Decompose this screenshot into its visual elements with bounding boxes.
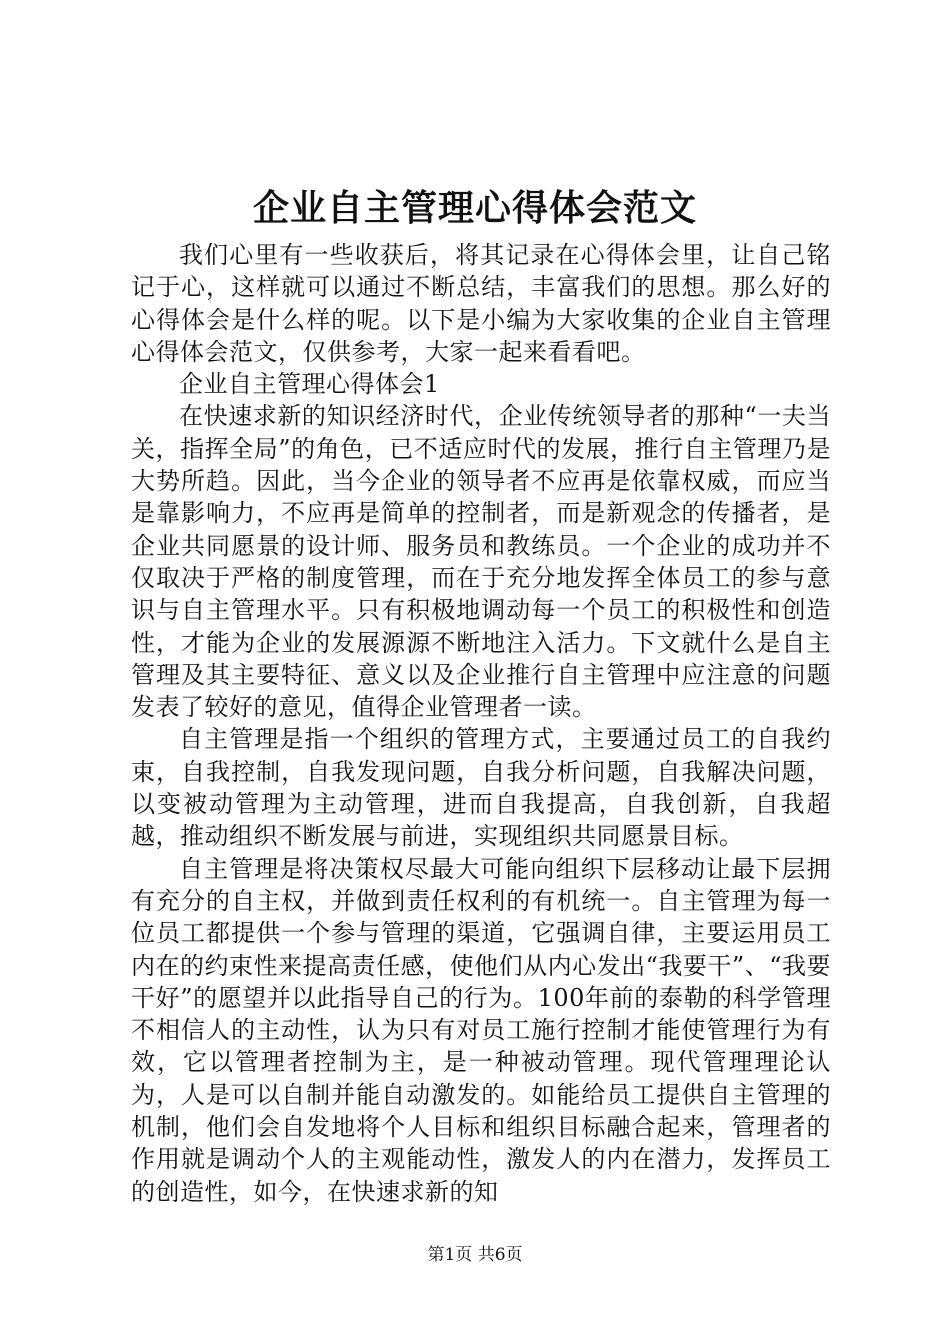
document-title: 企业自主管理心得体会范文 xyxy=(252,187,697,229)
body-paragraph: 自主管理是将决策权尽最大可能向组织下层移动让最下层拥有充分的自主权，并做到责任权利的有机统一。自主管理为每一位员工都提供一个参与管理的渠道，它强调自律，主要运用员工内在的约束性来提高责任感，使他们从内心发出“我要干”、“我要干好”的愿望并以此指导自己的行为。100年前的泰勒的科学管理不相信人的主动性，认为只有对员工施行控制才能使管理行为有效，它以管理者控制为主，是一种被动管理。现代管理理论认为，人是可以自制并能自动激发的。如能给员工提供自主管理的机制，他们会自发地将个人目标和组织目标融合起来，管理者的作用就是调动个人的主观能动性，激发人的内在潜力，发挥员工的创造性，如今，在快速求新的知 xyxy=(131,854,831,1206)
page-footer: 第1页 共6页 xyxy=(427,1245,523,1265)
document-body xyxy=(131,239,831,1208)
body-paragraph: 自主管理是指一个组织的管理方式，主要通过员工的自我约束，自我控制，自我发现问题，自我分析问题，自我解决问题，以变被动管理为主动管理，进而自我提高，自我创新，自我超越，推动组织不断发展与前进，实现组织共同愿景目标。 xyxy=(131,725,831,851)
section-heading: 企业自主管理心得体会1 xyxy=(179,370,440,399)
body-paragraph: 在快速求新的知识经济时代，企业传统领导者的那种“一夫当关，指挥全局”的角色，已不适应时代的发展，推行自主管理乃是大势所趋。因此，当今企业的领导者不应再是依靠权威，而应当是靠影响力，不应再是简单的控制者，而是新观念的传播者，是企业共同愿景的设计师、服务员和教练员。一个企业的成功并不仅取决于严格的制度管理，而在于充分地发挥全体员工的参与意识与自主管理水平。只有积极地调动每一个员工的积极性和创造性，才能为企业的发展源源不断地注入活力。下文就什么是自主管理及其主要特征、意义以及企业推行自主管理中应注意的问题发表了较好的意见，值得企业管理者一读。 xyxy=(131,402,831,722)
intro-paragraph: 我们心里有一些收获后，将其记录在心得体会里，让自己铭记于心，这样就可以通过不断总结，丰富我们的思想。那么好的心得体会是什么样的呢。以下是小编为大家收集的企业自主管理心得体会范文，仅供参考，大家一起来看看吧。 xyxy=(131,241,831,366)
